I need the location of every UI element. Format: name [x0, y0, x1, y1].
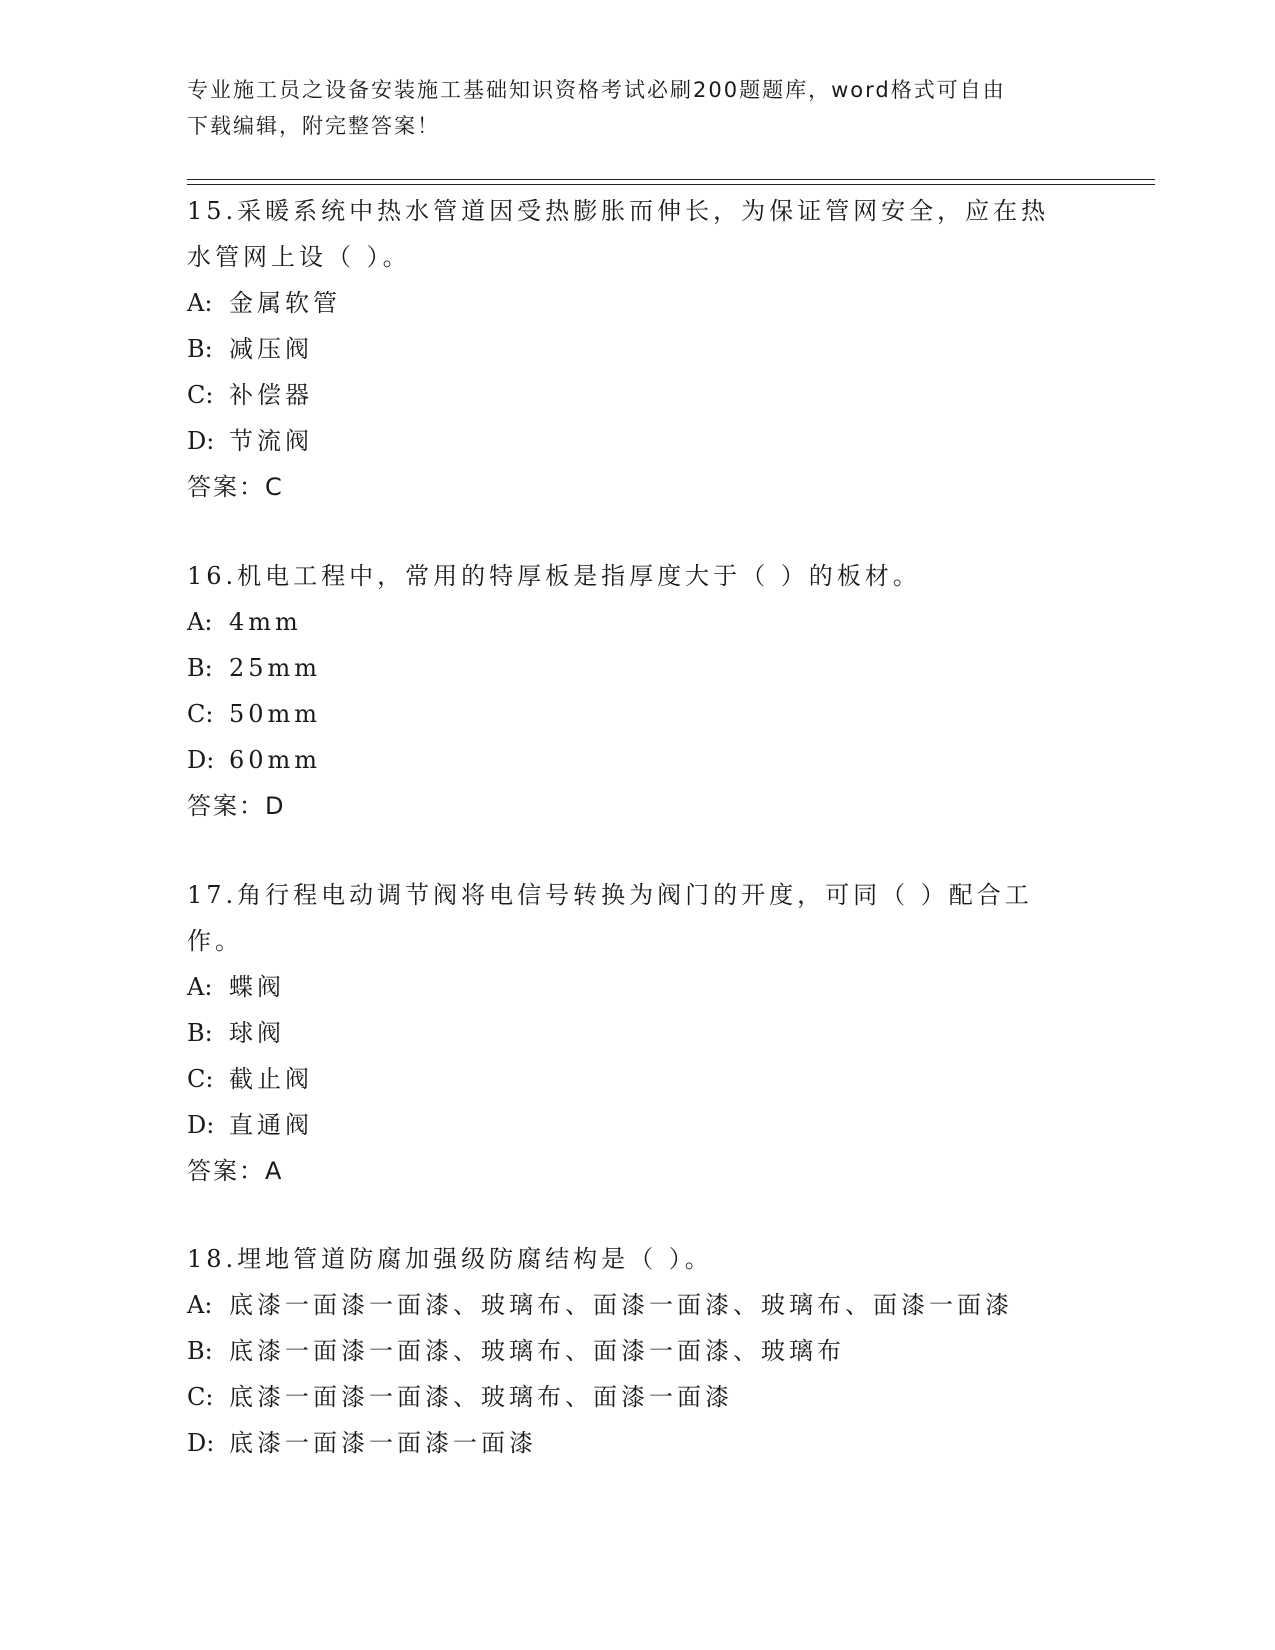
option-letter: D:	[187, 1429, 215, 1457]
option-a	[187, 964, 1067, 1010]
option-text: 60mm	[229, 746, 322, 774]
option-c	[187, 372, 1067, 418]
question-17	[187, 872, 1067, 1194]
option-text: 补偿器	[229, 381, 313, 409]
option-b	[187, 645, 1067, 691]
question-text-line-2: 水管网上设（ ）。	[187, 243, 411, 271]
question-text-line-1: 15.采暖系统中热水管道因受热膨胀而伸长，为保证管网安全，应在热	[187, 197, 1050, 225]
question-text-line-2: 作。	[187, 927, 243, 955]
option-letter: B:	[187, 654, 213, 682]
option-letter: A:	[187, 289, 213, 317]
option-letter: D:	[187, 746, 215, 774]
option-d	[187, 1102, 1067, 1148]
answer-line: 答案：C	[187, 473, 284, 501]
question-16	[187, 553, 1067, 829]
option-text: 底漆一面漆一面漆、玻璃布、面漆一面漆	[229, 1383, 733, 1411]
answer-line: 答案：D	[187, 792, 286, 820]
header-line-1: 专业施工员之设备安装施工基础知识资格考试必刷200题题库，word格式可自由	[187, 78, 1006, 102]
option-text: 4mm	[229, 608, 302, 636]
answer-line: 答案：A	[187, 1157, 284, 1185]
option-text: 25mm	[229, 654, 322, 682]
question-15	[187, 188, 1067, 510]
option-letter: A:	[187, 1291, 213, 1319]
question-18	[187, 1236, 1067, 1466]
option-b	[187, 1010, 1067, 1056]
option-text: 直通阀	[229, 1111, 313, 1139]
question-text-line-1: 18.埋地管道防腐加强级防腐结构是（ ）。	[187, 1245, 713, 1273]
option-text: 底漆一面漆一面漆、玻璃布、面漆一面漆、玻璃布	[229, 1337, 845, 1365]
option-d	[187, 418, 1067, 464]
option-d	[187, 1420, 1067, 1466]
option-text: 底漆一面漆一面漆一面漆	[229, 1429, 537, 1457]
option-text: 50mm	[229, 700, 322, 728]
option-text: 减压阀	[229, 335, 313, 363]
option-letter: C:	[187, 700, 214, 728]
option-text: 金属软管	[229, 289, 341, 317]
option-c	[187, 1056, 1067, 1102]
header-line-2: 下载编辑，附完整答案！	[187, 114, 440, 138]
option-letter: B:	[187, 1019, 213, 1047]
option-c	[187, 1374, 1067, 1420]
header-divider-bottom	[187, 184, 1155, 185]
option-c	[187, 691, 1067, 737]
option-letter: A:	[187, 973, 213, 1001]
option-letter: D:	[187, 1111, 215, 1139]
option-b	[187, 326, 1067, 372]
option-letter: B:	[187, 335, 213, 363]
option-b	[187, 1328, 1067, 1374]
option-letter: B:	[187, 1337, 213, 1365]
question-text-line-1: 17.角行程电动调节阀将电信号转换为阀门的开度，可同（ ）配合工	[187, 881, 1033, 909]
question-text-line-1: 16.机电工程中，常用的特厚板是指厚度大于（ ）的板材。	[187, 562, 921, 590]
document-header	[187, 72, 1067, 144]
header-divider-top	[187, 179, 1155, 180]
option-text: 球阀	[229, 1019, 285, 1047]
option-letter: C:	[187, 1065, 214, 1093]
option-letter: D:	[187, 427, 215, 455]
option-text: 截止阀	[229, 1065, 313, 1093]
option-text: 蝶阀	[229, 973, 285, 1001]
option-a	[187, 1282, 1067, 1328]
option-a	[187, 599, 1067, 645]
option-letter: A:	[187, 608, 213, 636]
option-a	[187, 280, 1067, 326]
option-letter: C:	[187, 381, 214, 409]
option-d	[187, 737, 1067, 783]
option-letter: C:	[187, 1383, 214, 1411]
option-text: 底漆一面漆一面漆、玻璃布、面漆一面漆、玻璃布、面漆一面漆	[229, 1291, 1013, 1319]
option-text: 节流阀	[229, 427, 313, 455]
